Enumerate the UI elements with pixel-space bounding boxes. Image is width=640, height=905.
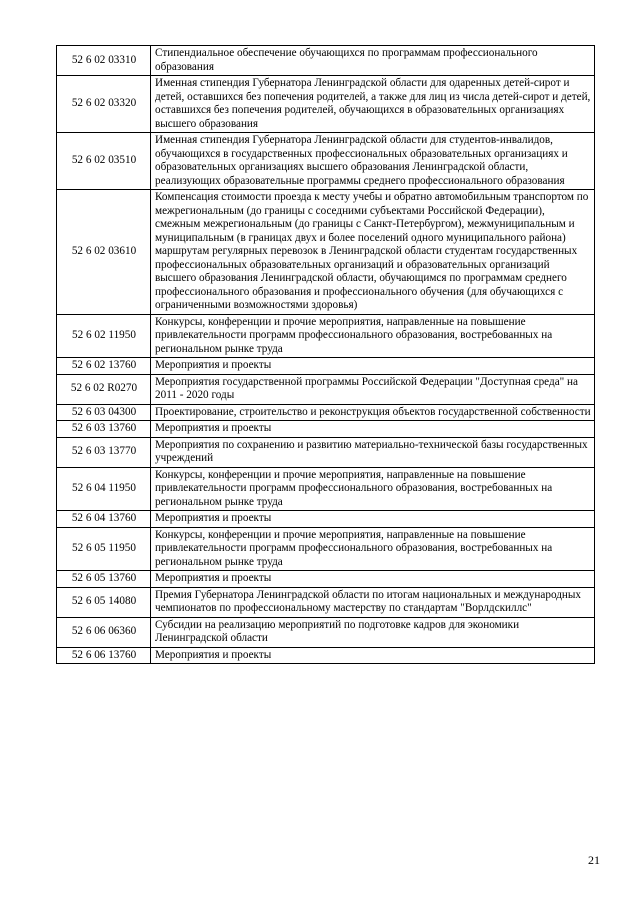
table-row [57,314,595,358]
page-number: 21 [588,853,600,867]
classification-code: 52 6 06 13760 [57,647,151,664]
expense-description: Именная стипендия Губернатора Ленинградской области для одаренных детей-сирот и детей, оставшихся без попечения родителей, а также для лиц из числа детей-сирот и детей, оставшихся без попечения родителей, обучающихся в образовательных организациях высшего образования [151,76,595,133]
expense-description: Стипендиальное обеспечение обучающихся по программам профессионального образования [151,46,595,76]
classification-code: 52 6 02 03510 [57,133,151,190]
classification-code: 52 6 02 13760 [57,358,151,375]
classification-code: 52 6 02 03310 [57,46,151,76]
classification-code: 52 6 06 06360 [57,617,151,647]
classification-code: 52 6 04 11950 [57,467,151,511]
classification-code: 52 6 02 11950 [57,314,151,358]
expense-description: Мероприятия и проекты [151,421,595,438]
table-row [57,511,595,528]
expense-description: Проектирование, строительство и реконструкция объектов государственной собственности [151,404,595,421]
classification-code: 52 6 05 13760 [57,571,151,588]
classification-code: 52 6 05 14080 [57,587,151,617]
table-row [57,527,595,571]
table-row [57,374,595,404]
table-row [57,358,595,375]
table-row [57,437,595,467]
table-row [57,617,595,647]
table-row [57,76,595,133]
expense-description: Компенсация стоимости проезда к месту учебы и обратно автомобильным транспортом по межрегиональным (до границы с соседними субъектами Российской Федерации), смежным межрегиональным (до границы с Санкт-Петербургом), межмуниципальным и муниципальным (в границах двух и более поселений одного муниципального района) маршрутам регулярных перевозок в Ленинградской области студентам государственных профессиональных образовательных организаций и образовательных организаций высшего образования Ленинградской области, обучающимся по программам среднего профессионального образования и профессионального обучения (для обучающихся с ограниченными возможностями здоровья) [151,190,595,315]
expense-description: Премия Губернатора Ленинградской области по итогам национальных и международных чемпионатов по профессиональному мастерству по стандартам "Ворлдскиллс" [151,587,595,617]
budget-classification-table [56,45,595,664]
classification-code: 52 6 04 13760 [57,511,151,528]
table-row [57,467,595,511]
expense-description: Мероприятия и проекты [151,511,595,528]
expense-description: Конкурсы, конференции и прочие мероприятия, направленные на повышение привлекательности программ профессионального образования, востребованных на региональном рынке труда [151,467,595,511]
table-row [57,647,595,664]
table-row [57,133,595,190]
expense-description: Субсидии на реализацию мероприятий по подготовке кадров для экономики Ленинградской области [151,617,595,647]
classification-code: 52 6 02 R0270 [57,374,151,404]
classification-code: 52 6 05 11950 [57,527,151,571]
expense-description: Мероприятия по сохранению и развитию материально-технической базы государственных учреждений [151,437,595,467]
expense-description: Именная стипендия Губернатора Ленинградской области для студентов-инвалидов, обучающихся в государственных профессиональных образовательных организациях и образовательных организациях высшего образования Ленинградской области, реализующих образовательные программы среднего профессионального образования [151,133,595,190]
classification-code: 52 6 02 03320 [57,76,151,133]
expense-description: Мероприятия государственной программы Российской Федерации "Доступная среда" на 2011 - 2020 годы [151,374,595,404]
expense-description: Конкурсы, конференции и прочие мероприятия, направленные на повышение привлекательности программ профессионального образования, востребованных на региональном рынке труда [151,314,595,358]
table-row [57,190,595,315]
table-row [57,404,595,421]
classification-code: 52 6 03 13770 [57,437,151,467]
table-body [57,46,595,664]
table-row [57,587,595,617]
expense-description: Конкурсы, конференции и прочие мероприятия, направленные на повышение привлекательности программ профессионального образования, востребованных на региональном рынке труда [151,527,595,571]
table-row [57,421,595,438]
classification-code: 52 6 03 13760 [57,421,151,438]
expense-description: Мероприятия и проекты [151,647,595,664]
classification-code: 52 6 03 04300 [57,404,151,421]
classification-code: 52 6 02 03610 [57,190,151,315]
expense-description: Мероприятия и проекты [151,358,595,375]
expense-description: Мероприятия и проекты [151,571,595,588]
table-row [57,571,595,588]
table-row [57,46,595,76]
